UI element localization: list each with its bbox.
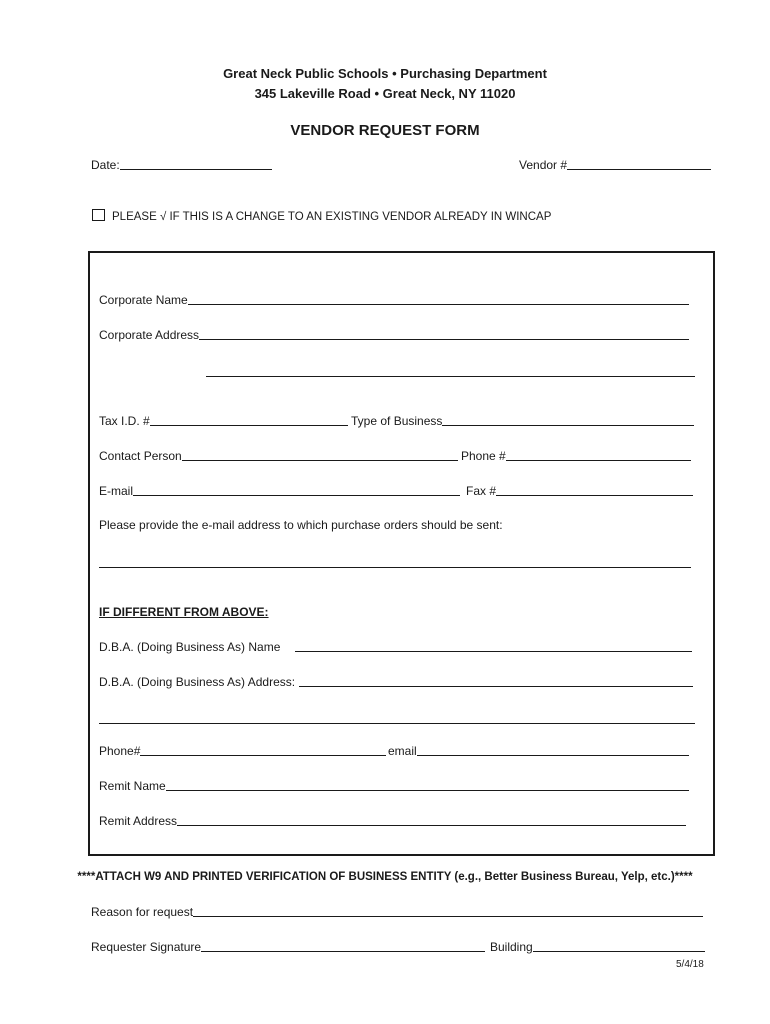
signature-label: Requester Signature: [91, 940, 202, 954]
signature-field[interactable]: [91, 940, 485, 954]
contact-person-line[interactable]: [182, 460, 458, 461]
dba-name-field[interactable]: [99, 640, 692, 654]
dba-name-label: D.B.A. (Doing Business As) Name: [99, 640, 281, 654]
tax-id-field[interactable]: [99, 414, 348, 428]
dba-email-label: email: [388, 744, 417, 758]
address-header: 345 Lakeville Road • Great Neck, NY 11020: [254, 86, 516, 101]
remit-name-line[interactable]: [166, 790, 689, 791]
dba-address-field[interactable]: [99, 675, 693, 689]
reason-field[interactable]: [91, 905, 703, 919]
building-line[interactable]: [533, 951, 705, 952]
email-line[interactable]: [133, 495, 460, 496]
remit-address-line[interactable]: [177, 825, 686, 826]
phone-field[interactable]: [461, 449, 691, 463]
date-line[interactable]: [120, 169, 272, 170]
signature-line[interactable]: [201, 951, 485, 952]
fax-field[interactable]: [466, 484, 693, 498]
dba-email-line[interactable]: [417, 755, 689, 756]
dba-phone-field[interactable]: [99, 744, 386, 758]
remit-address-label: Remit Address: [99, 814, 178, 828]
vendor-number-line[interactable]: [567, 169, 711, 170]
dba-address-line[interactable]: [299, 686, 693, 687]
change-vendor-label: PLEASE √ IF THIS IS A CHANGE TO AN EXISTING VENDOR ALREADY IN WINCAP: [112, 211, 552, 223]
po-email-line[interactable]: [99, 567, 691, 568]
type-of-business-line[interactable]: [442, 425, 694, 426]
corporate-name-line[interactable]: [188, 304, 689, 305]
reason-line[interactable]: [193, 916, 703, 917]
dba-section-heading: IF DIFFERENT FROM ABOVE:: [99, 605, 269, 619]
po-email-prompt: Please provide the e-mail address to which purchase orders should be sent:: [99, 518, 503, 532]
reason-label: Reason for request: [91, 905, 194, 919]
phone-label: Phone #: [461, 449, 506, 463]
date-field[interactable]: [91, 158, 272, 172]
revision-date: 5/4/18: [676, 959, 704, 970]
vendor-number-label: Vendor #: [519, 158, 568, 172]
dba-phone-label: Phone#: [99, 744, 141, 758]
remit-name-field[interactable]: [99, 779, 689, 793]
dba-address-line-2[interactable]: [99, 723, 695, 724]
building-field[interactable]: [490, 940, 705, 954]
corporate-name-field[interactable]: [99, 293, 689, 307]
dba-email-field[interactable]: [388, 744, 689, 758]
dba-name-line[interactable]: [295, 651, 692, 652]
fax-line[interactable]: [496, 495, 693, 496]
tax-id-line[interactable]: [150, 425, 348, 426]
phone-line[interactable]: [506, 460, 691, 461]
date-label: Date:: [91, 158, 120, 172]
remit-address-field[interactable]: [99, 814, 686, 828]
corporate-address-line[interactable]: [199, 339, 689, 340]
email-field[interactable]: [99, 484, 460, 498]
dba-address-label: D.B.A. (Doing Business As) Address:: [99, 675, 296, 689]
form-title: VENDOR REQUEST FORM: [290, 122, 480, 139]
attach-w9-notice: ****ATTACH W9 AND PRINTED VERIFICATION OF BUSINESS ENTITY (e.g., Better Business Bureau, Yelp, etc.)****: [77, 871, 693, 883]
corporate-address-field[interactable]: [99, 328, 689, 342]
corporate-address-line-2[interactable]: [206, 376, 695, 377]
tax-id-label: Tax I.D. #: [99, 414, 150, 428]
change-vendor-checkbox[interactable]: [92, 209, 105, 221]
dba-phone-line[interactable]: [140, 755, 386, 756]
building-label: Building: [490, 940, 533, 954]
remit-name-label: Remit Name: [99, 779, 166, 793]
type-of-business-field[interactable]: [351, 414, 694, 428]
contact-person-field[interactable]: [99, 449, 458, 463]
vendor-number-field[interactable]: [519, 158, 711, 172]
school-name-header: Great Neck Public Schools • Purchasing Department: [223, 66, 547, 81]
email-label: E-mail: [99, 484, 134, 498]
corporate-address-label: Corporate Address: [99, 328, 200, 342]
type-of-business-label: Type of Business: [351, 414, 443, 428]
fax-label: Fax #: [466, 484, 497, 498]
contact-person-label: Contact Person: [99, 449, 182, 463]
corporate-name-label: Corporate Name: [99, 293, 188, 307]
